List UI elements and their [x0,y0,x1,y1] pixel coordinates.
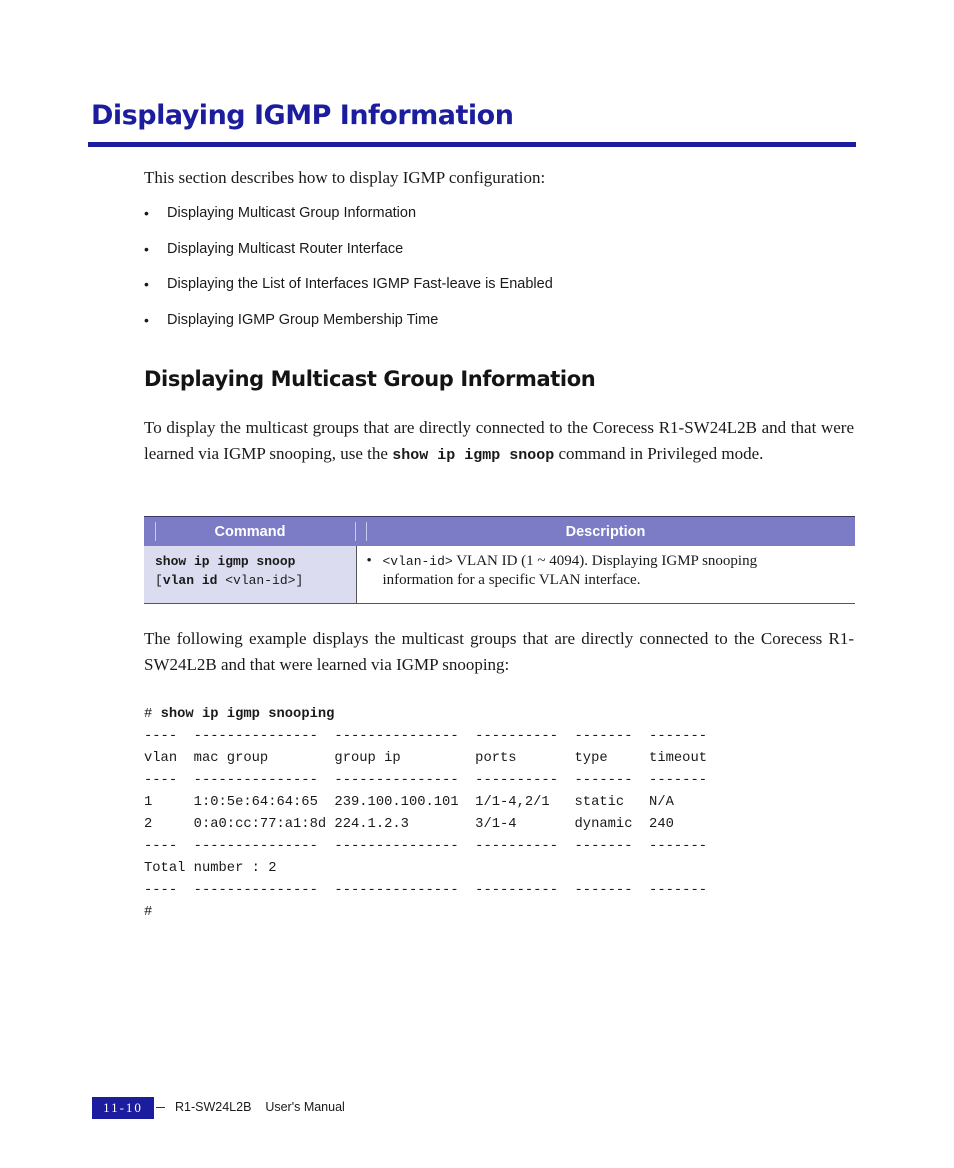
terminal-line: Total number : 2 [144,861,277,876]
bullet-icon: • [144,276,149,292]
command-name: show ip igmp snoop [155,554,296,569]
example-paragraph: The following example displays the multicast groups that are directly connected to the Corecess R1-SW24L2B and that were learned via IGMP snooping: [144,629,854,674]
terminal-line: ---- --------------- --------------- ---------- ------- ------- [144,839,708,854]
command-table [144,516,855,604]
terminal-line: 1 1:0:5e:64:64:65 239.100.100.101 1/1-4,2/1 static N/A [144,795,674,810]
bullet-icon: • [144,311,149,328]
list-item-label: Displaying Multicast Router Interface [167,240,404,257]
bullet-icon: • [366,553,372,569]
header-label: Description [565,523,646,540]
list-item-label: Displaying Multicast Group Information [167,205,417,221]
table-header-row [144,517,855,547]
header-label: Command [214,523,286,540]
terminal-line: ---- --------------- --------------- ---------- ------- ------- [144,729,708,744]
page-number-badge: 11-10 [92,1097,154,1119]
terminal-line: # [144,905,153,920]
description-text: VLAN ID (1 ~ 4094). Displaying IGMP snooping [452,553,758,569]
command-bracket: ] [295,573,304,588]
footer-dash [156,1107,165,1108]
list-item-label: Displaying the List of Interfaces IGMP Fast-leave is Enabled [167,276,553,292]
terminal-command: show ip igmp snooping [160,707,335,722]
description-argument: <vlan-id> [382,554,453,569]
description-text: information for a specific VLAN interface. [382,572,641,588]
list-item [144,275,553,311]
footer-manual-title: R1-SW24L2B User's Manual [175,1100,345,1114]
header-divider [366,522,367,541]
inline-command: show ip igmp snoop [392,447,555,464]
command-keyword: vlan id [162,573,218,588]
command-cell [144,546,356,604]
section-intro: This section describes how to display IGMP configuration: [144,168,546,187]
subsection-title: Displaying Multicast Group Information [144,367,596,391]
description-cell [356,546,855,604]
topic-list [144,204,553,346]
list-item [144,311,553,347]
subsection-paragraph [144,415,854,469]
title-rule [88,142,856,147]
terminal-line: ---- --------------- --------------- ---------- ------- ------- [144,773,708,788]
terminal-output [144,704,707,924]
terminal-line: 2 0:a0:cc:77:a1:8d 224.1.2.3 3/1-4 dynamic 240 [144,817,674,832]
header-divider [155,522,156,541]
section-title: Displaying IGMP Information [91,100,514,131]
terminal-line: vlan mac group group ip ports type timeout [144,751,708,766]
list-item [144,204,553,240]
table-row [144,546,855,604]
terminal-prompt: # [144,707,161,722]
bullet-icon: • [144,205,149,221]
paragraph-text: command in Privileged mode. [554,444,764,463]
command-bracket: [ [155,573,163,588]
bullet-icon: • [144,240,149,257]
header-description [356,517,855,547]
list-item [144,240,553,276]
terminal-line: ---- --------------- --------------- ---------- ------- ------- [144,883,708,898]
list-item-label: Displaying IGMP Group Membership Time [167,311,439,328]
header-command [144,517,356,547]
command-argument: <vlan-id> [217,573,296,588]
paragraph-text: To display the multicast groups that are directly connected to the Corecess R1-SW24L2B and that were learned via IGMP snooping, use the [144,418,854,463]
